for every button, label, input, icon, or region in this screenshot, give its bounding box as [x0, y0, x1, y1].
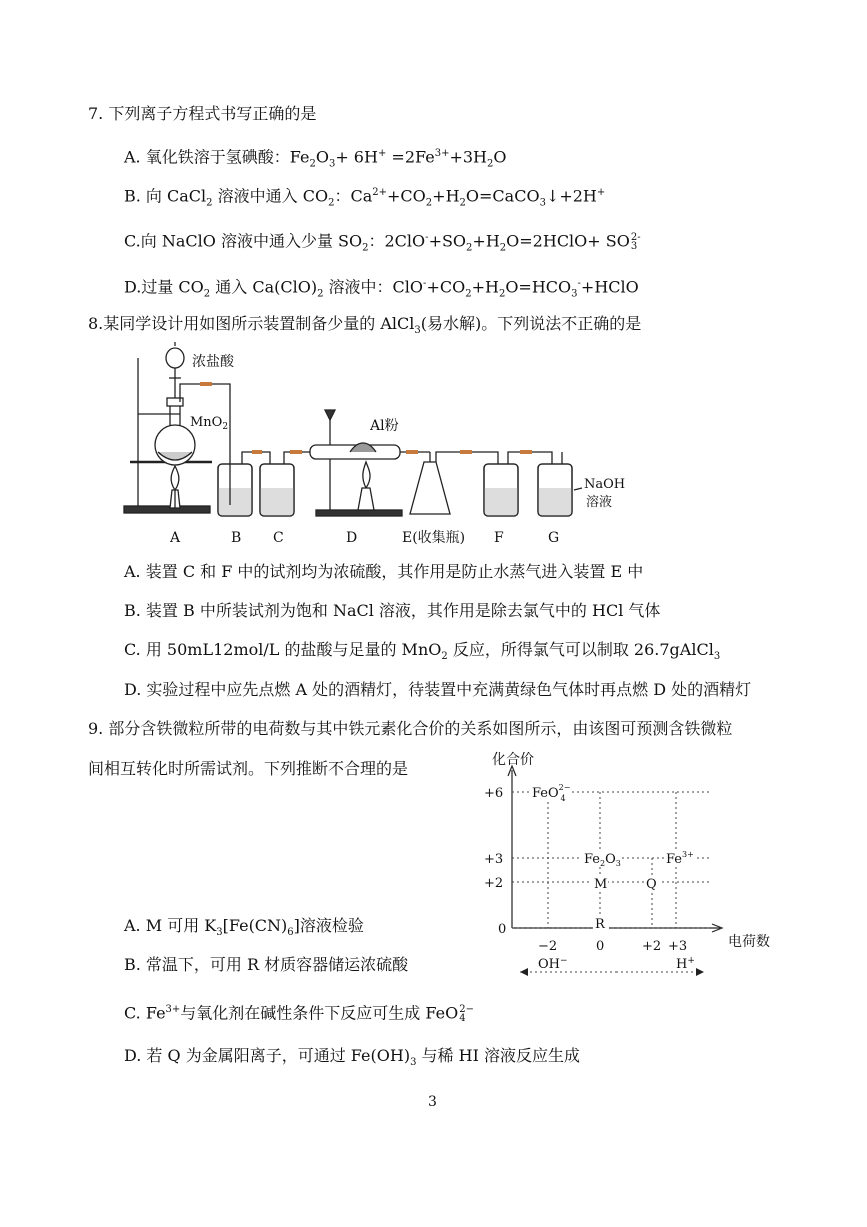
q8-option-c: C. 用 50mL12mol/L 的盐酸与足量的 MnO$_2$ 反应，所得氯气可以制取 26.7gAlCl$_3$: [124, 640, 721, 663]
ytick-2: +2: [484, 876, 504, 891]
q8-stem: 8.某同学设计用如图所示装置制备少量的 AlCl$_3$(易水解)。下列说法不正确的是: [88, 314, 642, 337]
q7-option-c: C.向 NaClO 溶液中通入少量 $SO_2$：$2ClO^-+SO_2+H_2O=2HClO+$ SO 2- 3: [124, 231, 641, 254]
label-e: E(收集瓶): [402, 530, 466, 546]
q9-option-b: B. 常温下，可用 R 材质容器储运浓硫酸: [124, 955, 409, 974]
burner-d: [358, 488, 374, 510]
collection-flask-e: [410, 462, 450, 514]
apparatus-figure: [120, 340, 640, 555]
conc-hcl-label: 浓盐酸: [192, 354, 234, 370]
y-axis-label: 化合价: [492, 752, 534, 768]
ytick-0: 0: [498, 922, 507, 937]
xtick-2: +2: [642, 939, 662, 954]
x-axis-label: 电荷数: [728, 934, 770, 950]
xtick-0: 0: [596, 939, 605, 954]
al-powder-label: Al粉: [370, 418, 399, 434]
ytick-6: +6: [484, 786, 504, 801]
oh-label: OH−: [538, 956, 568, 972]
q8-option-b: B. 装置 B 中所装试剂为饱和 NaCl 溶液，其作用是除去氯气中的 HCl 气体: [124, 601, 661, 620]
q9-option-c: C. $Fe^{3+}$与氧化剂在碱性条件下反应可生成 FeO 2− 4: [124, 1003, 474, 1024]
q7-option-a: A. 氧化铁溶于氢碘酸：$Fe_2O_3+ 6H^+ =2Fe^{3+}+3H_2O$: [124, 147, 507, 170]
point-feo4: FeO$^{2-}$ 4: [532, 783, 571, 803]
point-m: M: [594, 877, 608, 892]
point-fe2o3: $Fe_2O_3$: [584, 852, 621, 868]
dropping-funnel: [166, 348, 184, 368]
q8-option-d: D. 实验过程中应先点燃 A 处的酒精灯，待装置中充满黄绿色气体时再点燃 D 处的酒精灯: [124, 680, 752, 699]
stand-base: [124, 506, 210, 513]
q8-option-a: A. 装置 C 和 F 中的试剂均为浓硫酸，其作用是防止水蒸气进入装置 E 中: [124, 562, 644, 581]
label-f: F: [494, 530, 504, 546]
q7-stem: 7. 下列离子方程式书写正确的是: [88, 104, 317, 123]
naoh-label-1: NaOH: [584, 477, 626, 492]
q7-option-d: D.过量 $CO_2$ 通入 $Ca(ClO)_2$ 溶液中：$ClO^-+CO_2+H_2O=HCO_3^-+HClO$: [124, 277, 639, 300]
point-fe3: $Fe^{3+}$: [666, 850, 694, 867]
naoh-label-2: 溶液: [586, 495, 613, 510]
point-r: R: [595, 917, 605, 932]
page-number: 3: [428, 1094, 437, 1110]
label-b: B: [231, 530, 242, 546]
label-c: C: [273, 530, 284, 546]
point-q: Q: [646, 877, 657, 892]
xtick-neg2: −2: [538, 939, 558, 954]
label-d: D: [346, 530, 358, 546]
label-g: G: [548, 530, 560, 546]
valence-charge-chart: [480, 748, 790, 986]
mno2-label: MnO$_2$: [190, 415, 229, 432]
q9-option-a: A. M 可用 $K_3[Fe(CN)_6]$溶液检验: [124, 916, 364, 939]
q9-stem-line1: 9. 部分含铁微粒所带的电荷数与其中铁元素化合价的关系如图所示，由该图可预测含铁微粒: [88, 719, 733, 738]
h-label: H+: [676, 956, 695, 972]
q9-option-d: D. 若 Q 为金属阳离子，可通过 $Fe(OH)_3$ 与稀 HI 溶液反应生成: [124, 1046, 580, 1069]
q7-option-b: B. 向 CaCl$_2$ 溶液中通入 $CO_2$：$Ca^{2+}+CO_2+H_2O=CaCO_3↓+2H^+$: [124, 186, 606, 209]
label-a: A: [170, 530, 181, 546]
ytick-3: +3: [484, 852, 504, 867]
q9-stem-line2: 间相互转化时所需试剂。下列推断不合理的是: [88, 759, 409, 778]
xtick-3: +3: [668, 939, 688, 954]
